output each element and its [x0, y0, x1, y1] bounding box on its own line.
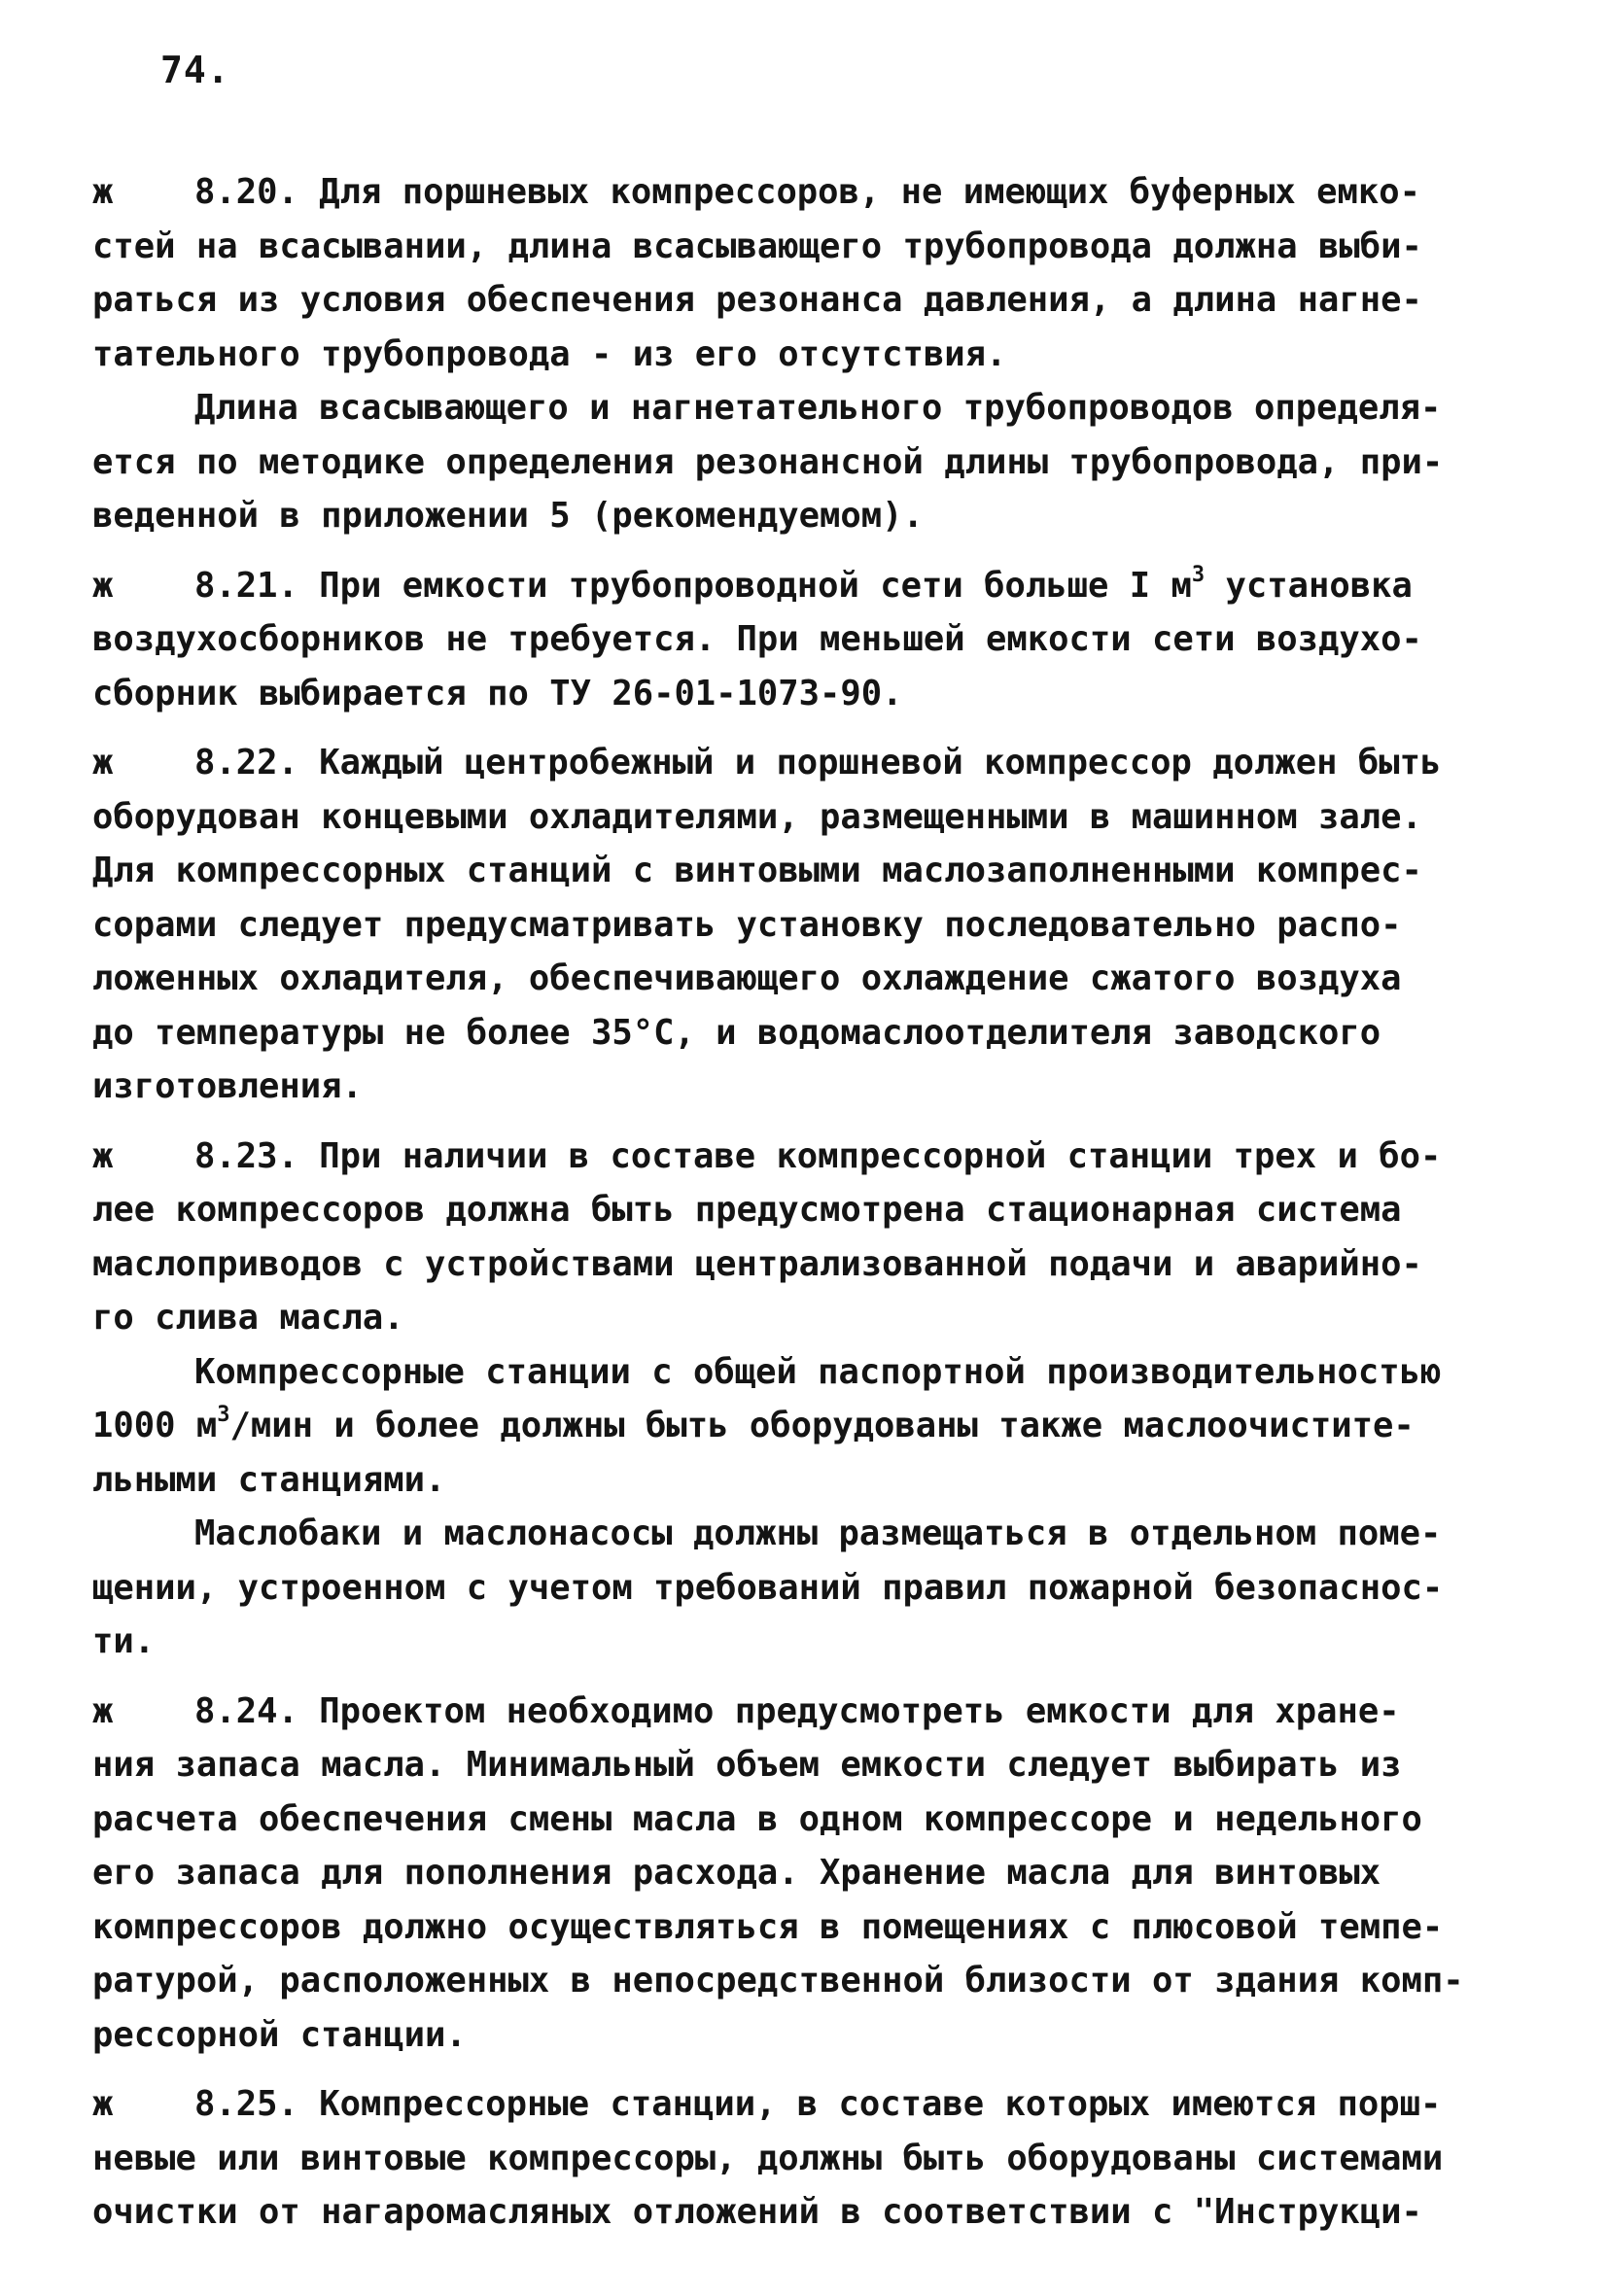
- text-line: [92, 1954, 1521, 2008]
- section: [92, 1130, 1521, 1669]
- text-line: [92, 1453, 1521, 1508]
- line-text: льными станциями.: [92, 1459, 446, 1500]
- text-line: [92, 1900, 1521, 1955]
- line-text: 8.21. При емкости трубопроводной сети больше I $м^3$ установка: [194, 562, 1413, 606]
- text-line: [92, 790, 1521, 845]
- line-text: 8.20. Для поршневых компрессоров, не имеющих буферных емко-: [194, 172, 1420, 212]
- text-line: [92, 1345, 1521, 1400]
- line-text: ратурой, расположенных в непосредственной близости от здания комп-: [92, 1961, 1464, 2000]
- line-text: ется по методике определения резонансной длины трубопровода, при-: [92, 441, 1444, 482]
- text-line: [92, 1738, 1521, 1792]
- text-line: [92, 1237, 1521, 1292]
- line-text: тательного трубопровода - из его отсутствия.: [92, 333, 1007, 374]
- clause-paragraph: [92, 1685, 1521, 2063]
- line-text: веденной в приложении 5 (рекомендуемом).: [92, 496, 924, 536]
- superscript: 3: [217, 1403, 230, 1427]
- line-text: Компрессорные станции с общей паспортной производительностью: [194, 1351, 1442, 1392]
- clause-paragraph: [92, 1130, 1521, 1345]
- text-line: [92, 2077, 1521, 2132]
- clause-subparagraph: [92, 1507, 1521, 1669]
- text-line: [92, 328, 1521, 382]
- clause-subparagraph: [92, 1345, 1521, 1508]
- text-line: [92, 273, 1521, 328]
- line-text: его запаса для пополнения расхода. Хранение масла для винтовых: [92, 1853, 1381, 1893]
- superscript: 3: [1191, 562, 1206, 587]
- text-line: [92, 165, 1521, 220]
- text-line: [92, 1291, 1521, 1345]
- line-text: сборник выбирается по ТУ 26-01-1073-90.: [92, 673, 903, 713]
- text-line: [92, 2185, 1521, 2240]
- line-text: очистки от нагаромасляных отложений в соответствии с "Инструкци-: [92, 2192, 1422, 2232]
- text-line: [92, 435, 1521, 490]
- line-text: сорами следует предусматривать установку последовательно распо-: [92, 904, 1402, 945]
- text-line: [92, 1846, 1521, 1900]
- change-marker: ж: [92, 2084, 114, 2124]
- text-line: [92, 220, 1521, 274]
- change-marker: ж: [92, 172, 114, 212]
- line-text: до температуры не более 35°С, и водомаслоотделителя заводского: [92, 1012, 1381, 1053]
- clause-paragraph: [92, 165, 1521, 381]
- line-text: маслоприводов с устройствами централизованной подачи и аварийно-: [92, 1243, 1422, 1284]
- line-text: ти.: [92, 1621, 156, 1661]
- text-line: [92, 1060, 1521, 1114]
- document-body: [92, 165, 1521, 2255]
- line-text: го слива масла.: [92, 1298, 404, 1338]
- line-text: изготовления.: [92, 1066, 363, 1106]
- line-text: Длина всасывающего и нагнетательного трубопроводов определя-: [194, 388, 1442, 428]
- text-line: [92, 2008, 1521, 2063]
- text-line: [92, 1399, 1521, 1453]
- line-text: лее компрессоров должна быть предусмотрена стационарная система: [92, 1190, 1402, 1230]
- change-marker: ж: [92, 1135, 114, 1176]
- line-text: 1000 $м^3$/мин и более должны быть оборудованы также маслоочистите-: [92, 1403, 1415, 1445]
- change-marker: ж: [92, 1690, 114, 1731]
- line-text: Маслобаки и маслонасосы должны размещаться в отдельном поме-: [194, 1513, 1442, 1553]
- line-text: компрессоров должно осуществляться в помещениях с плюсовой темпе-: [92, 1906, 1444, 1947]
- line-text: 8.23. При наличии в составе компрессорной станции трех и бо-: [194, 1135, 1442, 1176]
- page-number: 74.: [160, 49, 230, 91]
- change-marker: ж: [92, 743, 114, 783]
- text-line: [92, 736, 1521, 790]
- line-text: оборудован концевыми охладителями, размещенными в машинном зале.: [92, 796, 1422, 837]
- line-text: 8.25. Компрессорные станции, в составе которых имеются порш-: [194, 2084, 1442, 2124]
- text-line: [92, 489, 1521, 543]
- line-text: расчета обеспечения смены масла в одном компрессоре и недельного: [92, 1798, 1422, 1839]
- line-text: невые или винтовые компрессоры, должны быть оборудованы системами: [92, 2138, 1444, 2178]
- text-line: [92, 1183, 1521, 1237]
- text-line: [92, 667, 1521, 721]
- clause-paragraph: [92, 559, 1521, 721]
- line-text: 8.24. Проектом необходимо предусмотреть емкости для хране-: [194, 1690, 1400, 1731]
- text-line: [92, 844, 1521, 898]
- text-line: [92, 1685, 1521, 1739]
- section: [92, 1685, 1521, 2063]
- text-line: [92, 1561, 1521, 1616]
- line-text: рессорной станции.: [92, 2014, 467, 2055]
- line-text: раться из условия обеспечения резонанса давления, а длина нагне-: [92, 280, 1422, 320]
- section: [92, 165, 1521, 543]
- section: [92, 2077, 1521, 2240]
- text-line: [92, 1615, 1521, 1669]
- text-line: [92, 2132, 1521, 2186]
- text-line: [92, 381, 1521, 435]
- text-line: [92, 1006, 1521, 1061]
- text-line: [92, 898, 1521, 953]
- text-line: [92, 1507, 1521, 1561]
- line-text: Для компрессорных станций с винтовыми маслозаполненными компрес-: [92, 851, 1422, 890]
- text-line: [92, 1130, 1521, 1184]
- line-text: щении, устроенном с учетом требований правил пожарной безопаснос-: [92, 1567, 1444, 1608]
- change-marker: ж: [92, 565, 114, 606]
- text-line: [92, 612, 1521, 667]
- section: [92, 736, 1521, 1114]
- line-text: ния запаса масла. Минимальный объем емкости следует выбирать из: [92, 1745, 1402, 1785]
- text-line: [92, 1792, 1521, 1847]
- line-text: стей на всасывании, длина всасывающего трубопровода должна выби-: [92, 226, 1422, 266]
- line-text: воздухосборников не требуется. При меньшей емкости сети воздухо-: [92, 619, 1422, 659]
- section: [92, 559, 1521, 721]
- line-text: 8.22. Каждый центробежный и поршневой компрессор должен быть: [194, 743, 1442, 783]
- line-text: ложенных охладителя, обеспечивающего охлаждение сжатого воздуха: [92, 958, 1402, 998]
- clause-subparagraph: [92, 381, 1521, 543]
- clause-paragraph: [92, 736, 1521, 1114]
- text-line: [92, 559, 1521, 613]
- text-line: [92, 952, 1521, 1006]
- clause-paragraph: [92, 2077, 1521, 2240]
